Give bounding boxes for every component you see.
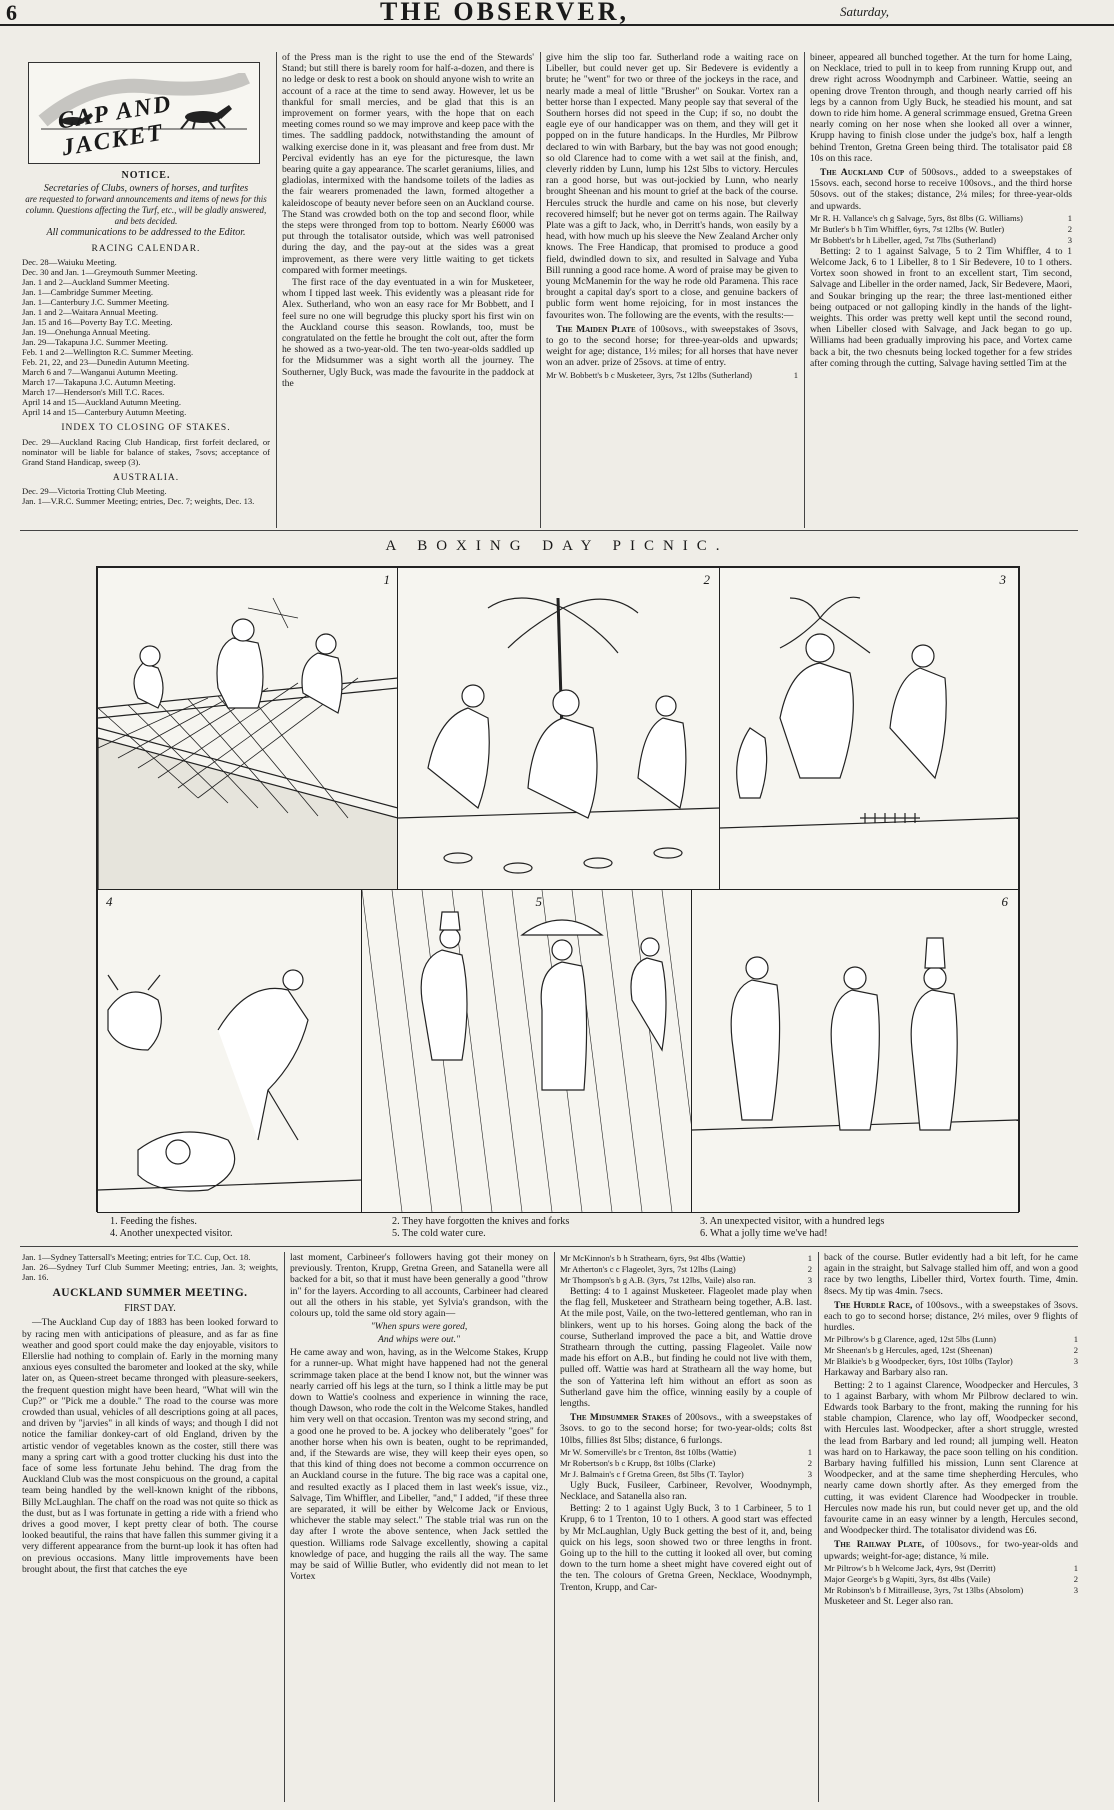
caption-column-2 xyxy=(392,1216,682,1240)
masthead-date: Saturday, xyxy=(840,4,889,19)
race-entry xyxy=(810,213,1072,223)
entry-text: Mr W. Bobbett's b c Musketeer, 3yrs, 7st 12lbs (Sutherland) xyxy=(546,369,753,380)
racing-calendar-list xyxy=(22,257,270,417)
race-entry xyxy=(824,1334,1078,1344)
paragraph: back of the course. Butler evidently had a bit left, for he came again in the straight, but Salvage stalled him off, and won a good race by two lengths, Libeller third, Vortex fourth. Time, 4min. 8secs. My tip was 4min. 7secs. xyxy=(824,1252,1078,1297)
panel-number: 5 xyxy=(535,894,542,909)
caption-column-1 xyxy=(110,1216,370,1240)
race-entry xyxy=(560,1264,812,1274)
paragraph: Ugly Buck, Fusileer, Carbineer, Revolver, Woodnymph, Necklace, and Satanella also ran. xyxy=(560,1479,812,1503)
entry-text: Mr Robinson's b f Mitrailleuse, 3yrs, 7st 13lbs (Absolom) xyxy=(824,1584,1024,1595)
entry-text: Mr Pilbrow's b g Clarence, aged, 12st 5lbs (Lunn) xyxy=(824,1334,996,1345)
notice-line-2: are requested to forward announcements and items of news for this column. Questions affecting the Turf, etc., will be gladly answered, and bets decided. xyxy=(25,194,267,227)
caption: 2. They have forgotten the knives and forks xyxy=(392,1216,570,1227)
calendar-item: April 14 and 15—Canterbury Autumn Meeting. xyxy=(22,407,187,418)
paragraph: give him the slip too far. Sutherland rode a waiting race on Libeller, but could never get up. Sir Bedevere is evidently a brute; he "went" for two or three of the jockeys in the race, and nearly made a meal of little "Brusher" on Soukar. Vortex ran a better horse than I expected. Many people say that several of the Southern horses did not speed in the Cup; if so, no doubt the eagle eye of our handicapper was on them, and they will get it popped on in the future handicaps. In the Hurdles, Mr Pilbrow declared to win with Barbary, but the bay was not good enough; so old Clarence had to come with a wet sail at the finish, and, cleverly ridden by Lunn, lump his 12st 5lbs to victory. Hercules ran a good horse, but was out-jockied by Lunn, who nearly brought Sheenan and his mount to grief at the back of the course. Hercules struck the hurdle and came on his nose, but cleverly recovered himself; but he never got on terms again. The Railway Plate was a gift to Jack, who, in Derritt's hands, won easily by a head, with how much up his sleeve the New Zealand Archer only knows. The Free Handicap, that promised to produce a good field, dwindled down to six, and resulted in Salvage and Yuba Bill running a good race home. A word of praise may be given to young McManemin for the way he rode old Paramena. This race brought a capital day's sport to a close, and genuine backers of public form went home rejoicing, for in most instances the favourites won. The following are the events, with the results:— xyxy=(546,52,798,321)
panel-another-visitor xyxy=(97,889,363,1213)
entry-place: 1 xyxy=(1073,1562,1078,1573)
entry-text: Mr Thompson's b g A.B. (3yrs, 7st 12lbs, Vaile) also ran. xyxy=(560,1275,756,1285)
homeward-walkers-drawing xyxy=(692,890,1018,1212)
column-4-top xyxy=(810,52,1072,526)
paragraph: Harkaway and Barbary also ran. xyxy=(824,1367,948,1379)
calendar-item: Jan. 15 and 16—Poverty Bay T.C. Meeting. xyxy=(22,317,173,328)
cap-and-jacket-logo xyxy=(28,62,260,164)
entry-place: 3 xyxy=(807,1468,812,1479)
entry-text: Mr Atherton's c c Flageolet, 3yrs, 7st 12lbs (Laing) xyxy=(560,1264,736,1274)
column-1-top xyxy=(22,168,270,523)
calendar-item: March 6 and 7—Wanganui Autumn Meeting. xyxy=(22,367,178,378)
entry-text: Major George's b g Wapiti, 3yrs, 8st 4lbs (Vaile) xyxy=(824,1573,991,1584)
paragraph: bineer, appeared all bunched together. At the turn for home Laing, on Necklace, tried to pull in to keep from running Krupp out, and drew right across Woodnymph and Carbineer. Wattie, seeing an opening drove Trenton through, and though nearly carried off his legs by a cannon from Ugly Buck, he steadied his mount, and sat down to ride him home. A general scrimmage ensued, Gretna Green nearly coming on her nose when she looked all over a winner, Krupp having to finish close under the judge's box, half a length behind Trenton, Gretna Green being third. The totalisator paid £8 10s on this race. xyxy=(810,52,1072,164)
calendar-item: Jan. 26—Sydney Turf Club Summer Meeting; entries, Jan. 3; weights, Jan. 16. xyxy=(22,1262,278,1282)
caption: 1. Feeding the fishes. xyxy=(110,1216,197,1227)
race-conditions: of 100sovs., for two-year-olds and upwards; weight-for-age; distance, ¾ mile. xyxy=(824,1539,1078,1562)
panel-forgotten-knives xyxy=(397,567,721,891)
entry-text: Mr Blaikie's b g Woodpecker, 6yrs, 10st 10lbs (Taylor) xyxy=(824,1356,1013,1367)
seasick-passengers-drawing xyxy=(98,568,398,890)
entry-place: 1 xyxy=(807,1253,812,1263)
calendar-item: April 14 and 15—Auckland Autumn Meeting. xyxy=(22,397,181,408)
article-subheading: FIRST DAY. xyxy=(124,1303,176,1315)
racing-calendar-heading: RACING CALENDAR. xyxy=(91,244,201,255)
quote-line: And whips were out." xyxy=(377,1334,461,1346)
paragraph: of the Press man is the right to use the end of the Stewards' Stand; but still there is barely room for half-a-dozen, and there is no ledge or desk to rest a book on should anyone wish to write an account of a race at the time to send away. However, let us be thankful for small mercies, and be glad that this is an improvement on former years, with the hope that on each meeting comes round so we may improve and keep pace with the times. The saddling paddock, notwithstanding the amount of walking exercise done in it, was pleasant and free from dust. Mr Percival evidently has an eye for the picturesque, the lawn bearing quite a gay appearance. The scarlet geraniums, lilies, and gladiolas, intermixed with the handsome toilets of the ladies as the fair wearers promenaded the lawn, formed altogether a kaleidoscope of beauty never before seen on an Auckland course. The Stand was crowded both on the top and second floor, while the steps were thronged from top to bottom. Nearly £6000 was put through the totalisator outside, which was well patronised during the day, and the pay-out at the sides was a great improvement, as there were very little waiting to get tickets compared with former meetings. xyxy=(282,52,534,276)
panel-cold-water-cure xyxy=(361,889,693,1213)
column-rule xyxy=(804,52,805,528)
entry-text: Mr Piltrow's b h Welcome Jack, 4yrs, 9st (Derritt) xyxy=(824,1562,996,1573)
panel-number: 6 xyxy=(1001,894,1008,909)
caption: 4. Another unexpected visitor. xyxy=(110,1228,233,1239)
notice-line-1: Secretaries of Clubs, owners of horses, and turfites xyxy=(43,183,249,195)
entry-text: Mr Sheenan's b g Hercules, aged, 12st (Sheenan) xyxy=(824,1345,993,1356)
entry-text: Mr Bobbett's br h Libeller, aged, 7st 7lbs (Sutherland) xyxy=(810,234,996,245)
race-conditions: of 100sovs., with a sweepstakes of 3sovs. each to go to second horse; distance, 2½ miles, over 9 flights of hurdles. xyxy=(824,1299,1078,1334)
paragraph: Musketeer and St. Leger also ran. xyxy=(824,1595,954,1607)
column-rule xyxy=(818,1252,819,1802)
calendar-item: Feb. 21, 22, and 23—Dunedin Autumn Meeting. xyxy=(22,357,190,368)
race-entry xyxy=(560,1469,812,1479)
calendar-item: Jan. 1—Canterbury J.C. Summer Meeting. xyxy=(22,297,170,308)
race-entry xyxy=(560,1447,812,1457)
column-2-bottom xyxy=(290,1252,548,1802)
illustration-title: A BOXING DAY PICNIC. xyxy=(385,538,729,554)
race-entry xyxy=(824,1585,1078,1595)
entry-place: 2 xyxy=(1067,223,1072,234)
cartoon-strip xyxy=(96,566,1020,1212)
entry-place: 1 xyxy=(793,369,798,380)
panel-number: 1 xyxy=(383,572,390,587)
entry-place: 3 xyxy=(807,1275,812,1285)
calendar-item: Jan. 29—Takapuna J.C. Summer Meeting. xyxy=(22,337,168,348)
panel-jolly-time xyxy=(691,889,1019,1213)
calendar-item: Jan. 1 and 2—Waitara Annual Meeting. xyxy=(22,307,159,318)
quote-line: "When spurs were gored, xyxy=(370,1321,468,1333)
paragraph: Betting: 4 to 1 against Musketeer. Flageolet made play when the flag fell, Musketeer and Strathearn being together, A.B. last. At the mile post, Vaile, on the two-lettered gentleman, who ran in blinkers, went up to his horses. Going along the back of the course, Sutherland improved the pace a bit, and Wattie drove Strathearn through the cutting, passing Flageolet. Vaile now made his effort on A.B., but finding he could not live with them, pulled off. Wattie was hard at Strathearn all the way home, but the son of Yatterina left him without an effort as soon as Sutherland gave him the office, winning easily by a couple of lengths. xyxy=(560,1286,812,1410)
caption-column-3 xyxy=(700,1216,1020,1240)
race-entry xyxy=(560,1458,812,1468)
australia-text: Dec. 29—Victoria Trotting Club Meeting. Jan. 1—V.R.C. Summer Meeting; entries, Dec. 7; weights, Dec. 13. xyxy=(22,485,255,506)
entry-text: Mr W. Somerville's br c Trenton, 8st 10lbs (Wattie) xyxy=(560,1446,737,1457)
caption: 3. An unexpected visitor, with a hundred legs xyxy=(700,1216,885,1227)
calendar-item: Dec. 30 and Jan. 1—Greymouth Summer Meeting. xyxy=(22,267,198,278)
page-number: 6 xyxy=(6,0,17,25)
race-name: The Maiden Plate xyxy=(556,323,636,335)
race-entry xyxy=(546,370,798,380)
caption: 5. The cold water cure. xyxy=(392,1228,486,1239)
calendar-item: March 17—Takapuna J.C. Autumn Meeting. xyxy=(22,377,176,388)
entry-place: 3 xyxy=(1067,234,1072,245)
paragraph: Betting: 2 to 1 against Ugly Buck, 3 to 1 Carbineer, 5 to 1 Krupp, 6 to 1 Trenton, 10 to 1 others. A good start was effected by Mr McLaughlan, Ugly Buck getting the best of it, and, being quick on his legs, soon showed two or three lengths in front. Going up to the hill to the cutting it looked all over, but coming down to the turn home a sheet might have covered eight out of the ten. The colours of Gretna Green, Necklace, Woodnymph, Trenton, Krupp, and Car- xyxy=(560,1503,812,1593)
entry-place: 1 xyxy=(1073,1334,1078,1345)
column-rule xyxy=(276,52,277,528)
race-entry xyxy=(560,1275,812,1285)
entry-place: 1 xyxy=(1067,212,1072,223)
entry-place: 2 xyxy=(1073,1345,1078,1356)
panel-number: 4 xyxy=(106,894,113,909)
notice-heading: NOTICE. xyxy=(121,170,171,181)
notice-line-3: All communications to be addressed to the Editor. xyxy=(46,227,246,239)
column-rule xyxy=(284,1252,285,1802)
paragraph: Betting: 2 to 1 against Salvage, 5 to 2 Tim Whiffler, 4 to 1 Welcome Jack, 6 to 1 Libeller, 8 to 1 Sir Bedevere, 10 to 1 others. Vortex soon showed in front to an excellent start, Tim second, Salvage and Libeller in the order named, Jack, Sir Bedevere, Maori, and Soukar bringing up the rear; the three last-mentioned either being outpaced or not galloping kindly in the hands of the light-weights. This order was pretty well kept until the second round, when Libeller closed with Salvage, and Jack began to go up. Williams had been gradually improving his pace, and Vortex came back a bit, the two chesnuts being locked together for a few strides after coming through the cutting, Salvage having settled Tim at the xyxy=(810,245,1072,369)
paragraph: last moment, Carbineer's followers having got their money on previously. Trenton, Krupp, Gretna Green, and Satanella were all backed for a bit, so that it must have been generally a good "throw in" for the layers. According to all accounts, Carbineer had cleared out all the others in his stable, yet Sylvia's grandson, with the colours up, told the same old story again— xyxy=(290,1252,548,1320)
column-3-bottom xyxy=(560,1252,812,1802)
index-heading: INDEX TO CLOSING OF STAKES. xyxy=(61,423,231,434)
race-conditions: of 200sovs., with a sweepstakes of 3sovs. to go to the second horse; for two-year-olds; colts 8st 10lbs, fillies 8st 5lbs; distance, 6 furlongs. xyxy=(560,1412,812,1446)
paragraph: —The Auckland Cup day of 1883 has been looked forward to by racing men with anticipations of pleasure, and as far as fine weather and good sport could make the day enjoyable, visitors to Ellerslie had nothing to complain of. Early in the morning many anxious eyes consulted the barometer and looked at the sky, while later on, as Queen-street became thronged with pleasure-seekers, the frequent question might have been heard, "What will win the Cup?" or "Pick me a double." The road to the course was more crowded than usual, vehicles of all descriptions going at all paces, and driven by "jarvies" in all kinds of ways; and though I did not notice the familiar donkey-cart of old England, driven by the artistic vendor of vegetables known as the coster, still there was many a spring cart with a good trotter clucking his dust into the face of some less fortunate Jehu behind. The drag from the Auckland Club was the most conspicuous on the ground, a capital team being handled by the well-known knight of the ribbons, Billy McLaughlan. The chaff on the road was not quite so thick as the dust, but as I was fortunate in getting a ride with a friend who drives a good mover, I kept pretty clear of both. The course looked beautiful, the rains that have fallen this summer giving it a very different appearance from the burnt-up look it has often had on previous occasions. Many little improvements have been brought about, the first that catches the eye xyxy=(22,1317,278,1575)
logo-text: CAP AND JACKET xyxy=(56,90,175,162)
calendar-item: Dec. 28—Waiuku Meeting. xyxy=(22,257,117,268)
race-entry xyxy=(810,235,1072,245)
paragraph: He came away and won, having, as in the Welcome Stakes, Krupp for a runner-up. What might have happened had not the general scrimmage taken place at the bend I know not, but the winner was nearly carried off his legs at the turn, so I think a little may be put down to Wattie's coolness and experience in winning the race, though Dawson, who rode the colt in the Welcome Stakes, handled him very well on that occasion. Trenton was my second string, and a good one he proved to be. A jockey who deliberately "goes" for another horse when his own is beaten, ought to be reprimanded, and, if the Stewards are wise, they will keep their eyes open, so that this kind of thing does not become a common occurrence on an Auckland course in the future. The big race was a capital one, and resulted exactly as I placed them in last week's issue, viz., Salvage, Tim Whiffler, and Libeller, "and," I added, "if these three are separated, it will be either by Welcome Jack or Envious, whichever the stable may select." The stable trial was run on the day after I wrote the above sentence, when Jack settled the question. Williams rode Salvage excellently, showing a capital knowledge of pace, and hugging the rails all the way. The same may be said of Willie Butler, who evidently did not mean to let Vortex xyxy=(290,1347,548,1583)
column-rule xyxy=(540,52,541,528)
column-2-top xyxy=(282,52,534,526)
section-rule xyxy=(20,530,1078,531)
caption: 6. What a jolly time we've had! xyxy=(700,1228,828,1239)
calendar-item: Feb. 1 and 2—Wellington R.C. Summer Meeting. xyxy=(22,347,194,358)
calendar-item: Jan. 19—Onehunga Annual Meeting. xyxy=(22,327,151,338)
race-name: The Railway Plate, xyxy=(834,1539,925,1551)
picnic-group-drawing xyxy=(398,568,720,890)
cow-chase-drawing xyxy=(98,890,362,1212)
column-1-bottom xyxy=(22,1252,278,1802)
entry-text: Mr J. Balmain's c f Gretna Green, 8st 5lbs (T. Taylor) xyxy=(560,1468,744,1479)
startled-picnickers-drawing xyxy=(720,568,1018,890)
race-entry xyxy=(560,1253,812,1263)
entry-text: Mr R. H. Vallance's ch g Salvage, 5yrs, 8st 8lbs (G. Williams) xyxy=(810,212,1023,223)
race-conditions: of 100sovs., with sweepstakes of 3sovs, to go to the second horse; for three-year-olds and upwards; weight for age; distance, 1½ miles; for all horses that have never won an adver. prize of 25sovs. at time of entry. xyxy=(546,323,798,369)
calendar-item: Jan. 1—Sydney Tattersall's Meeting; entries for T.C. Cup, Oct. 18. xyxy=(22,1252,251,1262)
entry-place: 3 xyxy=(1073,1356,1078,1367)
australia-heading: AUSTRALIA. xyxy=(112,472,180,483)
entry-place: 1 xyxy=(807,1446,812,1457)
paragraph: Betting: 2 to 1 against Clarence, Woodpecker and Hercules, 3 to 1 against Barbary, with whom Mr Pilbrow declared to win. Edwards took Barbary to the front, making the running for his stable champion, Clarence, who lay off, Woodpecker second, with Hercules last. Woodpecker, after a short struggle, wrested the lead from Barbary and led round; all jumping well. Heaton was hard on to Harkaway, the pace soon telling on his condition. Barbary having fulfilled his mission, Lunn sent Clarence at Woodpecker, and at the same time shepherding Hercules, who nearly came down shortly after. As they emerged from the cutting, it was evident Clarence had Woodpecker in trouble. Hercules now made his run, but could never get up, and the old favourite came in an easy winner by a length, Hercules second, and Woodpecker third. The totalisator dividend was £6. xyxy=(824,1379,1078,1537)
newspaper-title: THE OBSERVER, xyxy=(380,0,630,26)
race-name: The Midsummer Stakes xyxy=(570,1412,671,1424)
rain-walkers-drawing xyxy=(362,890,692,1212)
panel-hundred-legs xyxy=(719,567,1019,891)
calendar-item: Jan. 1—Cambridge Summer Meeting. xyxy=(22,287,154,298)
entry-place: 2 xyxy=(807,1457,812,1468)
column-4-bottom xyxy=(824,1252,1078,1802)
column-rule xyxy=(554,1252,555,1802)
entry-text: Mr McKinnon's b h Strathearn, 6yrs, 9st 4lbs (Wattie) xyxy=(560,1253,746,1263)
section-rule xyxy=(20,1246,1078,1247)
race-conditions: of 500sovs., added to a sweepstakes of 15sovs. each, second horse to receive 100sovs., and the third horse 50sovs. out of the stakes; distance, 2¼ miles; for three-year-olds and upwards. xyxy=(810,167,1072,212)
race-entry xyxy=(824,1356,1078,1366)
calendar-item: Jan. 1 and 2—Auckland Summer Meeting. xyxy=(22,277,170,288)
race-entry xyxy=(824,1563,1078,1573)
column-3-top xyxy=(546,52,798,526)
entry-place: 2 xyxy=(1073,1573,1078,1584)
race-name: The Auckland Cup xyxy=(820,167,905,179)
entry-place: 2 xyxy=(807,1264,812,1274)
calendar-item: March 17—Henderson's Mill T.C. Races. xyxy=(22,387,165,398)
article-heading: AUCKLAND SUMMER MEETING. xyxy=(52,1287,248,1299)
masthead xyxy=(0,0,1114,26)
panel-number: 2 xyxy=(703,572,710,587)
race-entry xyxy=(824,1574,1078,1584)
race-entry xyxy=(824,1345,1078,1355)
entry-text: Mr Robertson's b c Krupp, 8st 10lbs (Clarke) xyxy=(560,1457,716,1468)
entry-text: Mr Butler's b h Tim Whiffler, 6yrs, 7st 12lbs (W. Butler) xyxy=(810,223,1005,234)
index-text: Dec. 29—Auckland Racing Club Handicap, first forfeit declared, or nominator will be liable for balance of stakes, 7sovs; acceptance of Grand Stand Handicap, sweep (3). xyxy=(22,436,270,467)
panel-number: 3 xyxy=(999,572,1006,587)
race-entry xyxy=(810,224,1072,234)
entry-place: 3 xyxy=(1073,1584,1078,1595)
race-name: The Hurdle Race, xyxy=(834,1299,913,1311)
paragraph: The first race of the day eventuated in a win for Musketeer, whom I tipped last week. This evidently was a pleasant ride for Alex. Sutherland, who won an easy race for Mr Bobbett, and I feel sure no one will begrudge this plucky sport his first win on the Auckland course this season. Rowlands, too, must be congratulated on the fettle he brought the colt out, after the form he showed as a two-year-old. The ten two-year-olds saddled up for the Midsummer was a sight worth all the journey. The Southerner, Ugly Buck, was made the favourite in the paddock at the xyxy=(282,277,534,389)
panel-feeding-the-fishes xyxy=(97,567,399,891)
